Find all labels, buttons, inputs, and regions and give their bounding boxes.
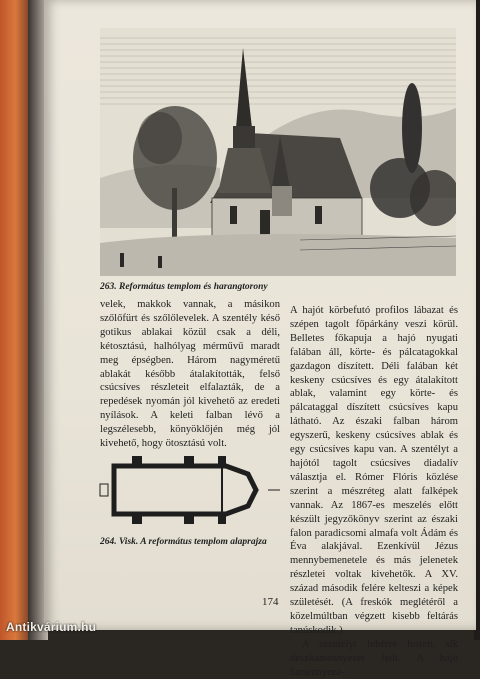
- left-paragraph: velek, makkok vannak, a másikon szőlőfürt és szőlőlevelek. A szentély késő gotikus ablakai közül csak a déli, kétosztású, halhólyag mérművű maradt meg épségben. Három nagyméretű ablakát később átalakították, felső csúcsíves részleteit elfalazták, de a repedések nyomán jól kivehető az eredeti nyílások. A keleti falban lévő a legszélesebb, könyöklőjén még jól kivehető, hogy ötosztású volt.: [100, 299, 280, 450]
- illustration-caption: 263. Református templom és harangtorony: [100, 282, 268, 292]
- floor-plan-diagram: [98, 452, 280, 530]
- right-column-text: [290, 304, 458, 679]
- page-number: 174: [262, 596, 279, 608]
- watermark: Antikvárium.hu: [6, 620, 97, 634]
- left-column-text: [100, 298, 280, 451]
- book-cover-edge: [0, 0, 28, 640]
- plan-caption: 264. Visk. A református templom alaprajza: [100, 537, 267, 547]
- right-paragraph-1: A hajót körbefutó profilos lábazat és szépen tagolt főpárkány veszi körül. Belletes főkapuja a hajó nyugati falában áll, körte- és pálcatagokkal gazdagon díszített. Déli falában két keskeny csúcsíves és egy átalakított ablak, valamint egy körte- és pálcataggal díszített csúcsíves kapu látható. Az északi falban három egyszerű, keskeny csúcsíves ablak és egy csúcsíves kapu van. A szentélyt a hajótól tagolt csúcsíves diadalív választja el. Rómer Flóris közlése szerint a mészréteg alatt falképek vannak. Az 1867-es meszelés előtt készült jegyzőkönyv szerint az északi falon paradicsomi almafa volt Ádám és Éva alakjával. Ezenkívül Jézus mennybemenetele és más jelenetek részletei voltak kivehetők. A XV. század második felére kelteszi a képek születését. (A freskók meglétéről a közelmúltban végzett kisebb feltárás tanúskodik.): [290, 305, 458, 636]
- right-paragraph-2: A szentélyt fehérre festett, sík deszkamennyezet fedi. A hajó famennyeze-: [290, 638, 458, 678]
- church-illustration: [100, 28, 456, 276]
